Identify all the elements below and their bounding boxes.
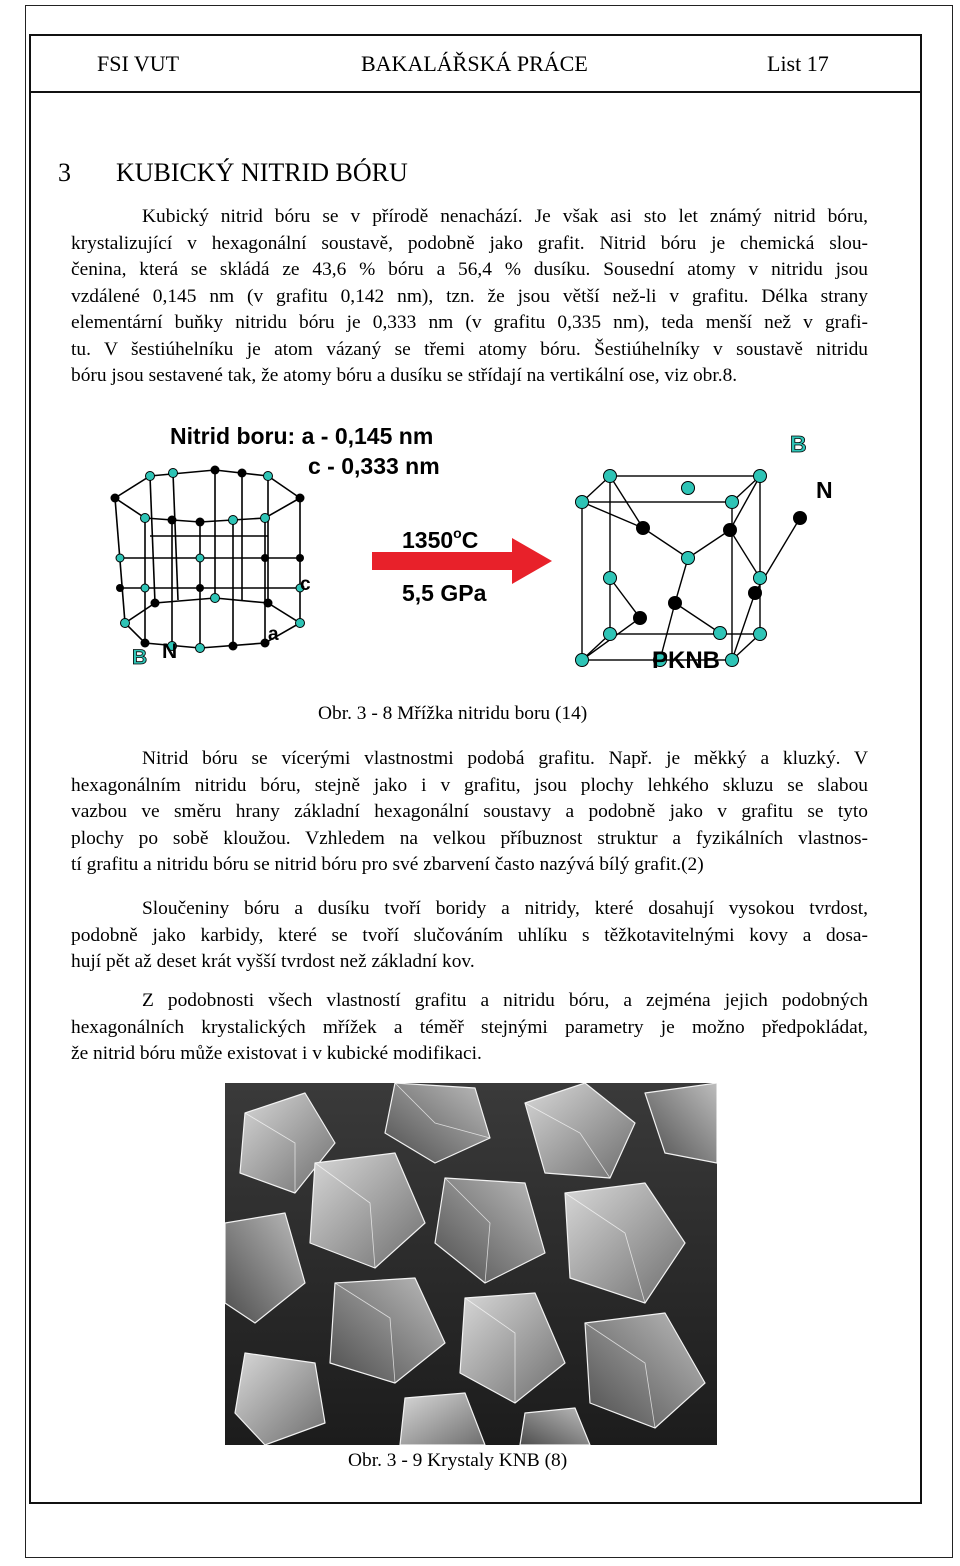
label-b-left: B <box>132 646 148 669</box>
label-b-right: B <box>790 431 807 457</box>
text-line: Kubický nitrid bóru se v přírodě nenachází. Je však asi sto let známý nitrid bóru, <box>142 206 868 227</box>
text-line: elementární buňky nitridu bóru je 0,333 nm (v grafitu 0,335 nm), teda menší než v grafi- <box>71 312 868 333</box>
label-a: a <box>268 624 279 645</box>
text-line: Z podobnosti všech vlastností grafitu a nitridu bóru, a zejména jejich podobných <box>142 990 868 1011</box>
label-c: c <box>300 574 311 595</box>
text-line: krystalizující v hexagonální soustavě, podobně jako grafit. Nitrid bóru je chemická slou- <box>71 232 868 254</box>
text-line: že nitrid bóru může existovat i v kubické modifikaci. <box>71 1043 482 1064</box>
crystals-photo <box>225 1083 717 1445</box>
text-line: Nitrid bóru se vícerými vlastnostmi podobá grafitu. Např. je měkký a kluzký. V <box>142 748 868 769</box>
temperature-value: 1350$^o$C <box>402 525 479 553</box>
text-line: bóru jsou sestavené tak, že atomy bóru a dusíku se střídají na vertikální ose, viz obr.8. <box>71 365 738 386</box>
page-header <box>29 34 922 93</box>
text-line: tu. V šestiúhelníku je atom vázaný se třemi atomy bóru. Šestiúhelníky v soustavě nitridu <box>71 338 868 360</box>
figure-9-caption: Obr. 3 - 9 Krystaly KNB (8) <box>348 1450 568 1471</box>
text-line: vazbou ve směru hrany základní hexagonální soustavy a podobně jako v grafitu se tyto <box>71 801 868 822</box>
header-page-number: List 17 <box>767 50 829 76</box>
paragraph-1 <box>71 204 868 390</box>
header-left: FSI VUT <box>97 50 180 76</box>
section-number: 3 <box>58 158 71 187</box>
text-line: hexagonálních krystalických mřížek a téměř stejnými parametry je možno předpokládat, <box>71 1016 868 1038</box>
label-n-left: N <box>162 640 178 663</box>
lattice-figure <box>100 418 860 676</box>
paragraph-3 <box>71 896 868 976</box>
figure-8-caption: Obr. 3 - 8 Mřížka nitridu boru (14) <box>318 703 588 724</box>
figure-title-line-2: c - 0,333 nm <box>308 453 440 479</box>
text-line: vzdálené 0,145 nm (v grafitu 0,142 nm), tzn. že jsou větší než-li v grafitu. Délka strany <box>71 285 868 307</box>
text-line: tí grafitu a nitridu bóru se nitrid bóru pro své zbarvení často nazývá bílý grafit.(2) <box>71 854 704 875</box>
section-heading <box>58 158 408 188</box>
paragraph-2 <box>71 746 868 879</box>
text-line: Sloučeniny bóru a dusíku tvoří boridy a nitridy, které dosahují vysokou tvrdost, <box>142 898 868 919</box>
header-center: BAKALÁŘSKÁ PRÁCE <box>361 50 588 76</box>
text-line: hují pět až deset krát vyšší tvrdost než základní kov. <box>71 951 475 972</box>
text-line: čenina, která se skládá ze 43,6 % bóru a 56,4 % dusíku. Sousední atomy v nitridu jsou <box>71 259 868 280</box>
text-line: plochy po sobě kloužou. Vzhledem na velkou příbuznost struktur a fyzikálních vlastnos- <box>71 827 868 849</box>
hexagonal-lattice <box>115 470 300 648</box>
text-line: podobně jako karbidy, které se tvoří slučováním uhlíku s těžkotavitelnými kovy a dosa- <box>71 924 868 946</box>
pressure-value: 5,5 GPa <box>402 580 487 606</box>
label-pknb: PKNB <box>652 647 721 674</box>
section-title: KUBICKÝ NITRID BÓRU <box>116 158 408 187</box>
paragraph-4 <box>71 988 868 1068</box>
text-line: hexagonálním nitridu bóru, stejně jako i v grafitu, jsou plochy lehkého skluzu se slabou <box>71 774 868 796</box>
figure-title-line-1: Nitrid boru: a - 0,145 nm <box>170 423 434 449</box>
label-n-right: N <box>816 477 833 503</box>
